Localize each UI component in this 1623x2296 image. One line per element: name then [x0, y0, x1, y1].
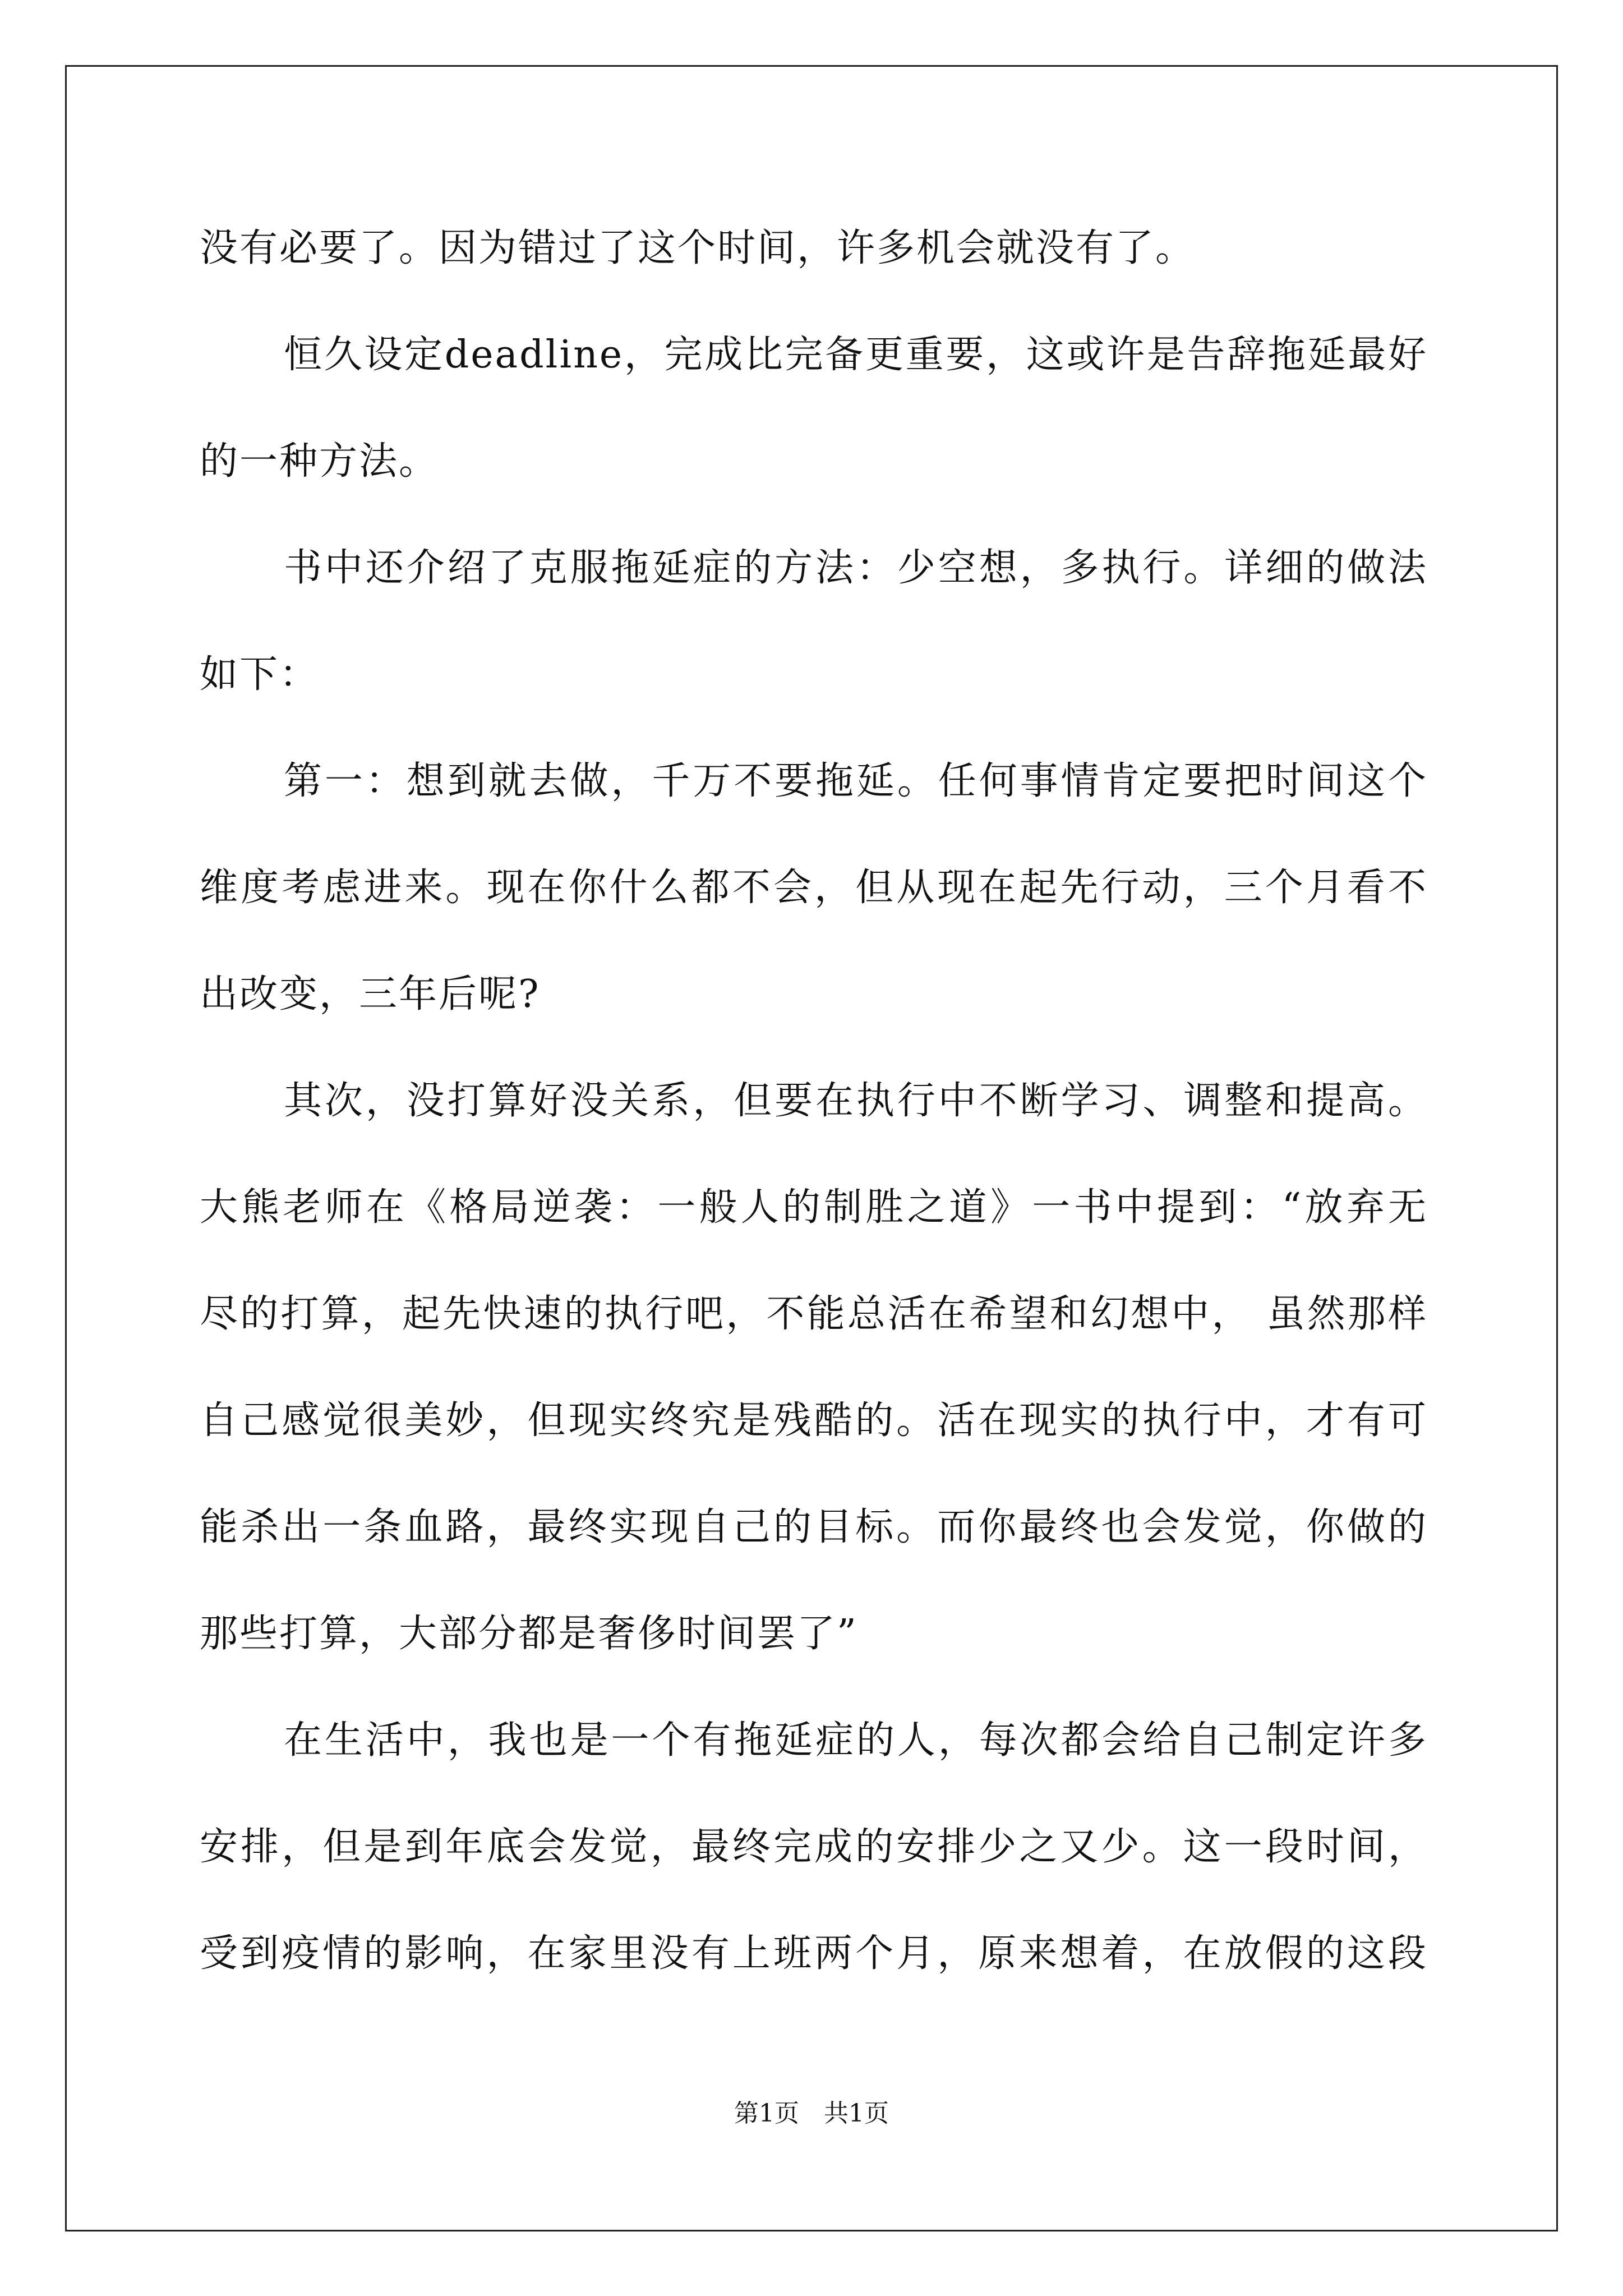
paragraph-start-line: 其次，没打算好没关系，但要在执行中不断学习、调整和提高。 — [284, 1079, 1428, 1123]
text-line: 安排，但是到年底会发觉，最终完成的安排少之又少。这一段时间， — [200, 1825, 1428, 1869]
paragraph-start-line: 恒久设定deadline，完成比完备更重要，这或许是告辞拖延最好 — [284, 333, 1428, 377]
text-line: 如下： — [200, 652, 320, 697]
paragraph-start-line: 第一：想到就去做，千万不要拖延。任何事情肯定要把时间这个 — [284, 759, 1428, 803]
page-number-footer: 第1页 共1页 — [734, 2099, 889, 2128]
text-line: 受到疫情的影响，在家里没有上班两个月，原来想着，在放假的这段 — [200, 1931, 1428, 1976]
text-line: 没有必要了。因为错过了这个时间，许多机会就没有了。 — [200, 226, 1196, 270]
text-line: 大熊老师在《格局逆袭：一般人的制胜之道》一书中提到：“放弃无 — [200, 1185, 1428, 1230]
text-line: 出改变，三年后呢? — [200, 972, 541, 1016]
text-line: 能杀出一条血路，最终实现自己的目标。而你最终也会发觉，你做的 — [200, 1505, 1428, 1549]
text-line: 那些打算，大部分都是奢侈时间罢了” — [200, 1612, 858, 1656]
text-line: 自己感觉很美妙，但现实终究是残酷的。活在现实的执行中，才有可 — [200, 1398, 1428, 1443]
page-border — [65, 65, 1558, 2231]
paragraph-start-line: 书中还介绍了克服拖延症的方法：少空想，多执行。详细的做法 — [284, 546, 1428, 590]
text-line: 的一种方法。 — [200, 439, 439, 484]
text-line: 维度考虑进来。现在你什么都不会，但从现在起先行动，三个月看不 — [200, 866, 1428, 910]
paragraph-start-line: 在生活中，我也是一个有拖延症的人，每次都会给自己制定许多 — [284, 1718, 1428, 1763]
text-line: 尽的打算，起先快速的执行吧，不能总活在希望和幻想中， 虽然那样 — [200, 1292, 1428, 1336]
